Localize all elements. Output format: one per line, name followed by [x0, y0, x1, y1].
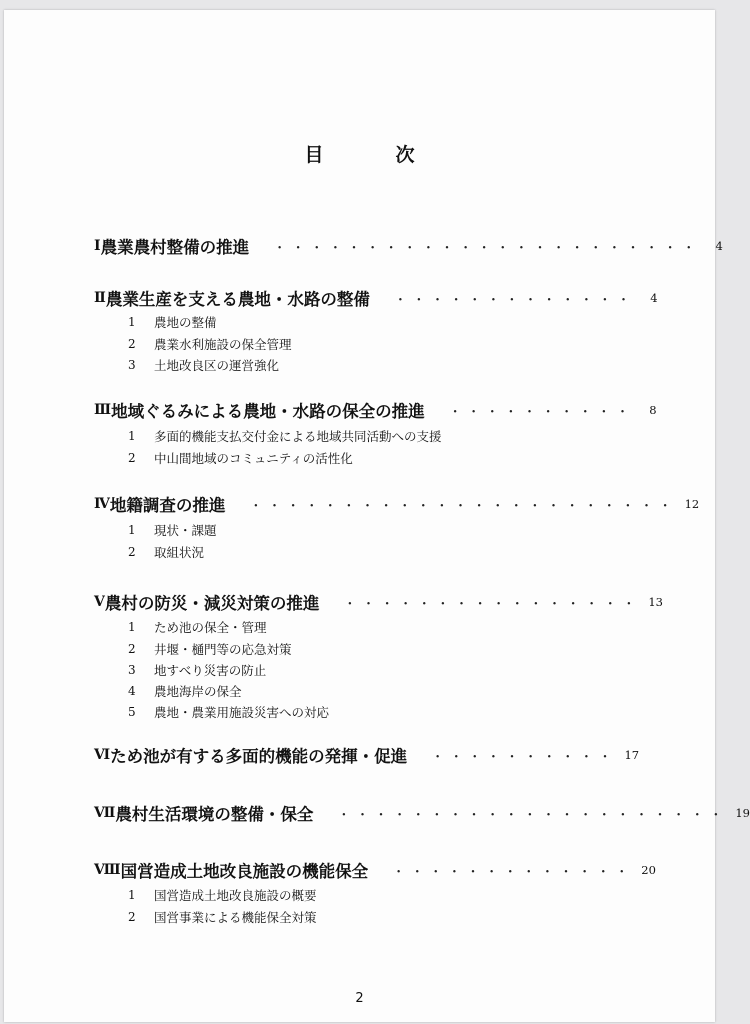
section-number: Ⅶ	[94, 805, 116, 821]
toc-section-8[interactable]	[94, 858, 656, 882]
toc-section-1[interactable]	[94, 234, 723, 258]
section-page: 8	[649, 403, 657, 417]
toc-subitem[interactable]: 2 農業水利施設の保全管理	[128, 337, 292, 352]
toc-subitem[interactable]: 1 農地の整備	[128, 315, 217, 330]
section-title: 農村生活環境の整備・保全	[115, 805, 314, 824]
section-number: Ⅰ	[94, 238, 101, 254]
toc-subitem[interactable]: 3 地すべり災害の防止	[128, 663, 267, 678]
toc-subitem[interactable]: 2 取組状況	[128, 545, 205, 560]
leader-dots: ・・・・・・・・・・・・・	[393, 292, 636, 308]
section-number: Ⅲ	[94, 402, 112, 418]
section-title: 農業生産を支える農地・水路の整備	[105, 290, 370, 309]
section-title: 国営造成土地改良施設の機能保全	[120, 862, 369, 881]
toc-subitem[interactable]: 3 土地改良区の運営強化	[128, 358, 280, 373]
section-number: Ⅱ	[94, 290, 106, 306]
toc-subitem[interactable]: 2 井堰・樋門等の応急対策	[128, 642, 292, 657]
toc-subitem[interactable]: 1 国営造成土地改良施設の概要	[128, 888, 317, 903]
leader-dots: ・・・・・・・・・・・・・	[392, 864, 634, 880]
leader-dots: ・・・・・・・・・・・・・・・・	[343, 596, 641, 612]
toc-title	[4, 140, 715, 167]
section-number: Ⅳ	[94, 496, 110, 512]
toc-section-3[interactable]	[94, 398, 657, 422]
toc-subitem[interactable]: 1 現状・課題	[128, 523, 217, 538]
leader-dots: ・・・・・・・・・・	[448, 404, 635, 420]
section-number: Ⅷ	[94, 862, 121, 878]
leader-dots: ・・・・・・・・・・・・・・・・・・・・・・・	[249, 498, 678, 514]
section-title: 地域ぐるみによる農地・水路の保全の推進	[111, 402, 425, 421]
section-page: 17	[624, 748, 640, 762]
toc-section-7[interactable]	[94, 801, 750, 825]
section-title: 農村の防災・減災対策の推進	[104, 594, 320, 613]
section-title: 農業農村整備の推進	[100, 238, 250, 257]
toc-section-2[interactable]	[94, 286, 658, 310]
toc-subitem[interactable]: 5 農地・農業用施設災害への対応	[128, 705, 330, 720]
section-page: 4	[715, 239, 723, 253]
leader-dots: ・・・・・・・・・・・・・・・・・・・・・・・	[273, 240, 701, 256]
leader-dots: ・・・・・・・・・・・・・・・・・・・・・	[337, 807, 728, 823]
section-page: 4	[650, 291, 658, 305]
section-title: ため池が有する多面的機能の発揮・促進	[110, 747, 408, 766]
toc-subitem[interactable]: 2 中山間地域のコミュニティの活性化	[128, 451, 353, 466]
section-page: 13	[648, 595, 663, 609]
toc-subitem[interactable]: 1 多面的機能支払交付金による地域共同活動への支援	[128, 429, 442, 444]
toc-section-4[interactable]	[94, 492, 700, 516]
document-page	[4, 10, 750, 1022]
toc-title-left: 目	[304, 144, 324, 166]
toc-title-right: 次	[395, 144, 415, 166]
toc-subitem[interactable]: 1 ため池の保全・管理	[128, 620, 267, 635]
toc-section-6[interactable]	[94, 743, 640, 767]
section-page: 20	[641, 863, 656, 877]
section-page: 12	[684, 497, 700, 511]
section-page: 19	[735, 806, 750, 820]
section-number: Ⅵ	[94, 747, 111, 763]
toc-subitem[interactable]: 2 国営事業による機能保全対策	[128, 910, 317, 925]
page-number: 2	[355, 991, 364, 1006]
leader-dots: ・・・・・・・・・・	[431, 749, 618, 765]
section-title: 地籍調査の推進	[109, 496, 226, 515]
section-number: Ⅴ	[94, 594, 105, 610]
toc-subitem[interactable]: 4 農地海岸の保全	[128, 684, 242, 699]
toc-section-5[interactable]	[94, 590, 663, 614]
